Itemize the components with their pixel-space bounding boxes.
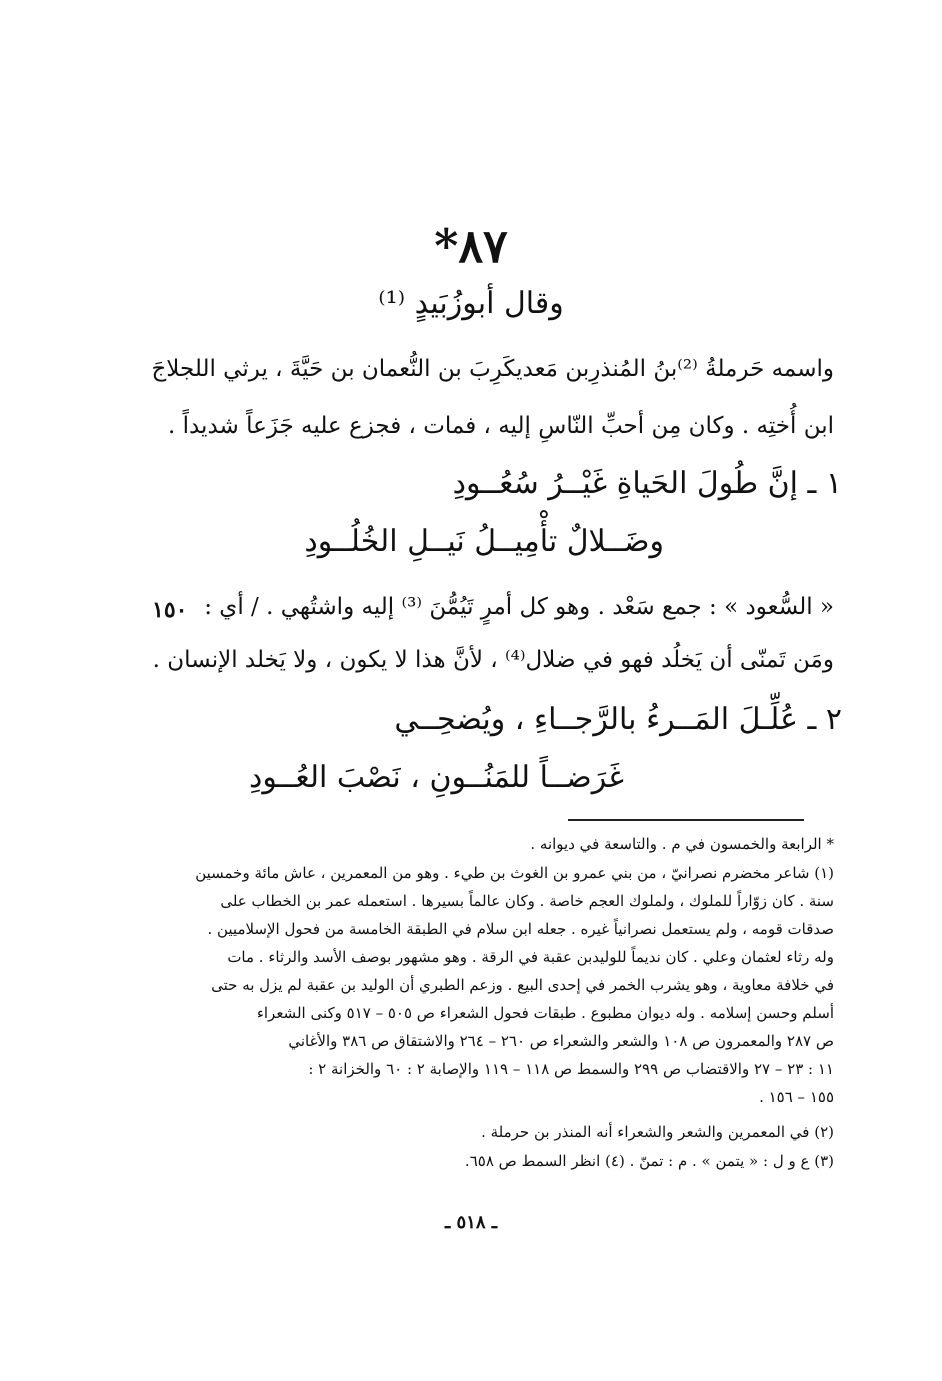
commentary-line-2: ومَن تَمنّى أن يَخلُد فهو في ضلال⁽⁴⁾ ، لأنَّ هذا لا يكون ، ولا يَخلد الإنسان . bbox=[152, 647, 834, 673]
margin-number: ١٥٠ bbox=[152, 597, 188, 623]
footnote-2: (٢) في المعمرين والشعر والشعراء أنه المنذر بن حرملة . bbox=[481, 1123, 834, 1141]
poem-heading: وقال أبوزُبَيدٍ ⁽¹⁾ bbox=[378, 286, 564, 321]
footnote-1-line-4: وله رثاء لعثمان وعلي . كان نديماً للوليدبن عقبة في الرقة . وهو مشهور بوصف الأسد والرثاء . مات bbox=[227, 948, 834, 966]
intro-line-2: ابن أُختِه . وكان مِن أحبِّ النّاسِ إليه ، فمات ، فجزع عليه جَزَعاً شديداً . bbox=[167, 413, 834, 439]
footnote-3-4: (٣) ع و ل : « يتمن » . م : تمنّ . (٤) انظر السمط ص ٦٥٨. bbox=[464, 1152, 834, 1170]
footnote-1-line-6: أسلم وحسن إسلامه . وله ديوان مطبوع . طبقات فحول الشعراء ص ٥٠٥ – ٥١٧ وكنى الشعراء bbox=[256, 1004, 834, 1022]
footnote-1-line-7: ص ٢٨٧ والمعمرون ص ١٠٨ والشعر والشعراء ص ٢٦٠ – ٢٦٤ والاشتقاق ص ٣٨٦ والأغاني bbox=[288, 1032, 834, 1050]
verse-2-second-hemistich: غَرَضــاً للمَنُــونِ ، نَصْبَ العُــودِ bbox=[248, 760, 624, 795]
poem-number: ٨٧* bbox=[434, 219, 508, 273]
commentary-line-1: « السُّعود » : جمع سَعْد . وهو كل أمرٍ تَيُمُّنَ ⁽³⁾ إليه واشتُهي . / أي : bbox=[204, 594, 834, 620]
footnote-star: * الرابعة والخمسون في م . والتاسعة في ديوانه . bbox=[530, 835, 834, 853]
footnote-1-line-3: صدقات قومه ، ولم يستعمل نصرانياً غيره . جعله ابن سلام في الطبقة الخامسة من فحول الإسلاميين . bbox=[207, 920, 834, 938]
intro-line-1: واسمه حَرملةُ ⁽²⁾بنُ المُنذرِبن مَعديكَرِبَ بن النُّعمان بن حَيَّةَ ، يرثي اللجلاجَ bbox=[151, 356, 834, 382]
footnote-1-line-8: ١١ : ٢٣ – ٢٧ والاقتضاب ص ٢٩٩ والسمط ص ١١٨ – ١١٩ والإصابة ٢ : ٦٠ والخزانة ٢ : bbox=[308, 1060, 834, 1078]
verse-1-second-hemistich: وضَــلالٌ تأْمِيــلُ نَيــلِ الخُلُــودِ bbox=[304, 524, 664, 559]
footnote-1-line-9: ١٥٥ – ١٥٦ . bbox=[759, 1088, 834, 1106]
verse-2-first-hemistich: ٢ ـ عُلِّـلَ المَــرءُ بالرَّجــاءِ ، ويُضحِــي bbox=[394, 702, 842, 737]
footnote-1-line-1: (١) شاعر مخضرم نصرانيّ ، من بني عمرو بن الغوث بن طيء . وهو من المعمرين ، عاش مائة وخمسين bbox=[195, 864, 834, 882]
verse-1-first-hemistich: ١ ـ إنَّ طُولَ الحَياةِ غَيْــرُ سُعُــودِ bbox=[452, 466, 842, 501]
footnote-separator bbox=[568, 819, 804, 821]
page-number: ـ ٥١٨ ـ bbox=[444, 1212, 498, 1233]
footnote-1-line-2: سنة . كان زوّاراً للملوك ، ولملوك العجم خاصة . وكان عالماً بسيرها . استعمله عمر بن الخطاب على bbox=[220, 892, 834, 910]
footnote-1-line-5: في خلافة معاوية ، وهو يشرب الخمر في إحدى البيع . وزعم الطبري أن الوليد بن عقبة لم يزل به حتى bbox=[211, 976, 834, 994]
